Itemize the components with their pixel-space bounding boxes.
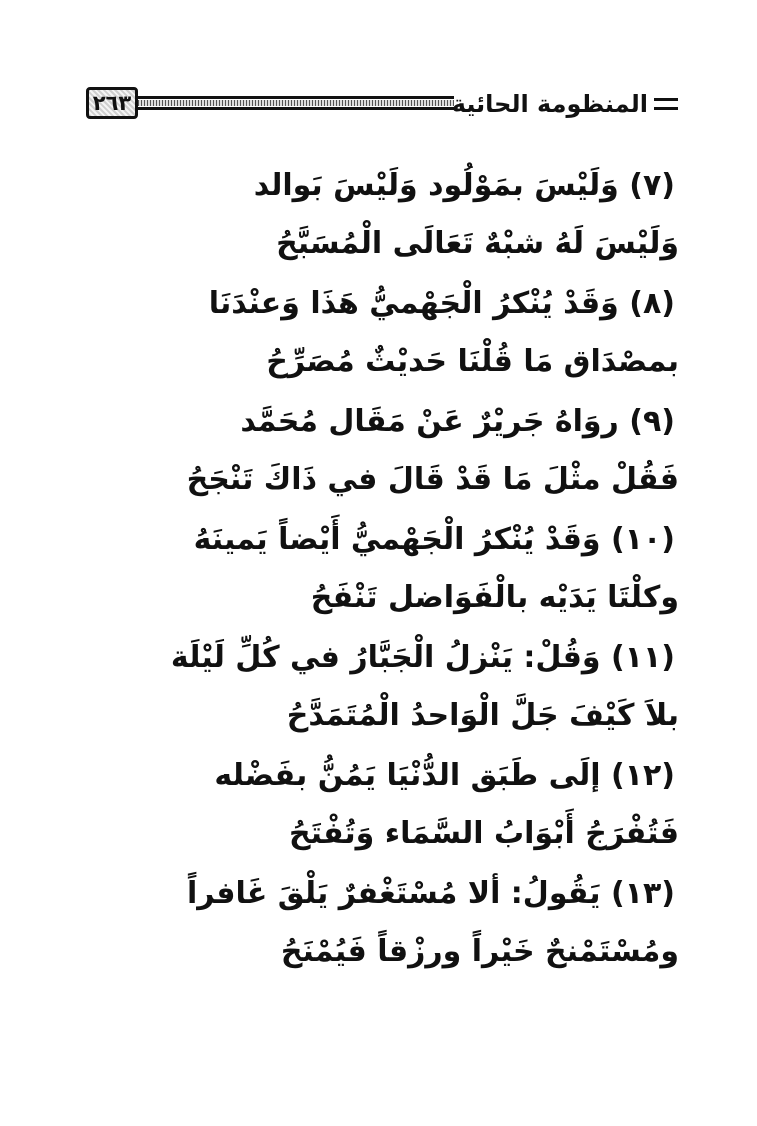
verse-8-first-hemistich: (٨) وَقَدْ يُنْكرُ الْجَهْميُّ هَذَا وَعنْدَنَا — [208, 286, 675, 321]
verse-11-first-hemistich: (١١) وَقُلْ: يَنْزلُ الْجَبَّارُ في كُلِّ لَيْلَة — [170, 640, 675, 675]
verse-11-second-hemistich: بلاَ كَيْفَ جَلَّ الْوَاحدُ الْمُتَمَدَّحُ — [286, 698, 679, 733]
verse-12-first-hemistich: (١٢) إلَى طَبَق الدُّنْيَا يَمُنُّ بفَضْله — [214, 758, 675, 793]
verse-7-second-hemistich: وَلَيْسَ لَهُ شبْهٌ تَعَالَى الْمُسَبَّحُ — [276, 226, 679, 261]
verse-13-first-hemistich: (١٣) يَقُولُ: ألا مُسْتَغْفرٌ يَلْقَ غَافراً — [186, 876, 675, 911]
page-number: ٢٦٣ — [92, 90, 132, 115]
verse-12-second-hemistich: فَتُفْرَجُ أَبْوَابُ السَّمَاء وَتُفْتَحُ — [288, 816, 679, 851]
verse-8-second-hemistich: بمصْدَاق مَا قُلْنَا حَديْثٌ مُصَرِّحُ — [266, 344, 679, 379]
verse-9-first-hemistich: (٩) روَاهُ جَريْرٌ عَنْ مَقَال مُحَمَّد — [240, 404, 675, 439]
verse-13-second-hemistich: ومُسْتَمْنحٌ خَيْراً ورزْقاً فَيُمْنَحُ — [280, 934, 679, 969]
verse-10-first-hemistich: (١٠) وَقَدْ يُنْكرُ الْجَهْميُّ أَيْضاً يَمينَهُ — [193, 522, 675, 557]
running-title: المنظومة الحائية — [451, 90, 648, 118]
verse-7-first-hemistich: (٧) وَلَيْسَ بمَوْلُود وَلَيْسَ بَوالد — [253, 168, 675, 203]
verse-9-second-hemistich: فَقُلْ مثْلَ مَا قَدْ قَالَ في ذَاكَ تَنْجَحُ — [186, 462, 679, 497]
verse-10-second-hemistich: وكلْتَا يَدَيْه بالْفَوَاضل تَنْفَحُ — [310, 580, 679, 615]
